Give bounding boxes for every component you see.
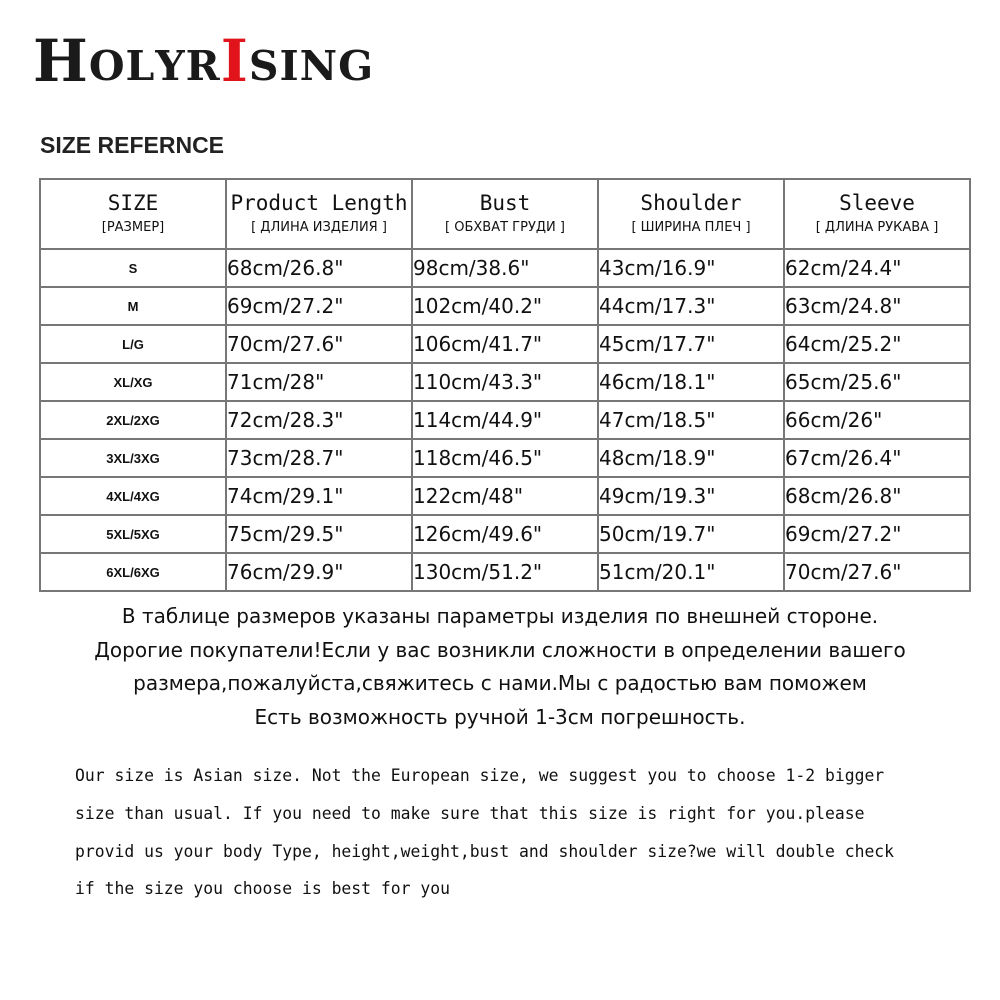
measurement-cell-product-length: 76cm/29.9"	[226, 553, 412, 591]
measurement-cell-shoulder: 45cm/17.7"	[598, 325, 784, 363]
size-table	[39, 178, 971, 592]
measurement-cell-shoulder: 49cm/19.3"	[598, 477, 784, 515]
table-row	[40, 287, 970, 325]
size-table-body	[40, 249, 970, 591]
table-row	[40, 325, 970, 363]
column-header-size	[40, 179, 226, 249]
brand-letter: I	[279, 42, 300, 90]
size-label-cell: M	[40, 287, 226, 325]
size-table-header	[40, 179, 970, 249]
measurement-cell-bust: 110cm/43.3"	[412, 363, 598, 401]
measurement-cell-shoulder: 48cm/18.9"	[598, 439, 784, 477]
brand-letter: G	[338, 42, 375, 90]
english-note	[75, 757, 985, 908]
measurement-cell-product-length: 74cm/29.1"	[226, 477, 412, 515]
english-note-line: if the size you choose is best for you	[75, 879, 450, 899]
brand-letter: H	[33, 27, 89, 95]
measurement-cell-bust: 130cm/51.2"	[412, 553, 598, 591]
column-title: Bust	[479, 191, 531, 215]
measurement-cell-bust: 126cm/49.6"	[412, 515, 598, 553]
russian-note-line: Дорогие покупатели!Если у вас возникли сложности в определении вашего	[94, 637, 906, 662]
measurement-cell-shoulder: 44cm/17.3"	[598, 287, 784, 325]
measurement-cell-product-length: 73cm/28.7"	[226, 439, 412, 477]
measurement-cell-product-length: 68cm/26.8"	[226, 249, 412, 287]
measurement-cell-shoulder: 51cm/20.1"	[598, 553, 784, 591]
measurement-cell-sleeve: 62cm/24.4"	[784, 249, 970, 287]
column-subtitle: [ ДЛИНА ИЗДЕЛИЯ ]	[251, 220, 387, 235]
measurement-cell-product-length: 72cm/28.3"	[226, 401, 412, 439]
english-note-line: size than usual. If you need to make sure that this size is right for you.please	[75, 803, 865, 823]
size-label-cell: 6XL/6XG	[40, 553, 226, 591]
column-subtitle: [РАЗМЕР]	[101, 220, 165, 235]
russian-note-line: Есть возможность ручной 1-3см погрешность.	[254, 704, 746, 729]
table-row	[40, 515, 970, 553]
size-label-cell: 5XL/5XG	[40, 515, 226, 553]
column-title: Product Length	[230, 191, 408, 215]
brand-letter: S	[248, 42, 280, 90]
size-label-cell: 4XL/4XG	[40, 477, 226, 515]
measurement-cell-bust: 114cm/44.9"	[412, 401, 598, 439]
brand-letter: O	[88, 42, 126, 90]
column-header-product-length	[226, 179, 412, 249]
russian-note	[0, 600, 1000, 734]
measurement-cell-sleeve: 69cm/27.2"	[784, 515, 970, 553]
column-title: Sleeve	[839, 191, 915, 215]
measurement-cell-sleeve: 70cm/27.6"	[784, 553, 970, 591]
column-header-sleeve	[784, 179, 970, 249]
column-subtitle: [ ОБХВАТ ГРУДИ ]	[445, 220, 565, 235]
table-row	[40, 553, 970, 591]
measurement-cell-bust: 106cm/41.7"	[412, 325, 598, 363]
measurement-cell-bust: 98cm/38.6"	[412, 249, 598, 287]
measurement-cell-bust: 118cm/46.5"	[412, 439, 598, 477]
header-row	[40, 179, 970, 249]
size-label-cell: 3XL/3XG	[40, 439, 226, 477]
section-title: SIZE REFERNCE	[40, 132, 225, 158]
measurement-cell-shoulder: 50cm/19.7"	[598, 515, 784, 553]
brand-letter: Y	[155, 42, 186, 90]
measurement-cell-sleeve: 66cm/26"	[784, 401, 970, 439]
table-row	[40, 401, 970, 439]
measurement-cell-product-length: 71cm/28"	[226, 363, 412, 401]
measurement-cell-sleeve: 67cm/26.4"	[784, 439, 970, 477]
measurement-cell-bust: 102cm/40.2"	[412, 287, 598, 325]
brand-letter: N	[299, 42, 339, 90]
russian-note-line: В таблице размеров указаны параметры изделия по внешней стороне.	[121, 604, 879, 628]
size-label-cell: S	[40, 249, 226, 287]
measurement-cell-shoulder: 47cm/18.5"	[598, 401, 784, 439]
measurement-cell-shoulder: 43cm/16.9"	[598, 249, 784, 287]
measurement-cell-product-length: 69cm/27.2"	[226, 287, 412, 325]
measurement-cell-sleeve: 65cm/25.6"	[784, 363, 970, 401]
measurement-cell-product-length: 75cm/29.5"	[226, 515, 412, 553]
brand-logo	[33, 27, 375, 95]
table-row	[40, 363, 970, 401]
column-subtitle: [ ДЛИНА РУКАВА ]	[815, 220, 939, 235]
measurement-cell-sleeve: 64cm/25.2"	[784, 325, 970, 363]
measurement-cell-sleeve: 63cm/24.8"	[784, 287, 970, 325]
column-title: Shoulder	[640, 191, 742, 215]
english-note-line: Our size is Asian size. Not the European size, we suggest you to choose 1-2 bigger	[75, 766, 885, 785]
column-header-shoulder	[598, 179, 784, 249]
english-note-line: provid us your body Type, height,weight,bust and shoulder size?we will double check	[75, 841, 895, 861]
table-row	[40, 439, 970, 477]
brand-letter: R	[185, 42, 221, 90]
size-label-cell: XL/XG	[40, 363, 226, 401]
table-row	[40, 477, 970, 515]
brand-letter: I	[220, 27, 249, 95]
measurement-cell-bust: 122cm/48"	[412, 477, 598, 515]
size-label-cell: 2XL/2XG	[40, 401, 226, 439]
table-row	[40, 249, 970, 287]
size-label-cell: L/G	[40, 325, 226, 363]
measurement-cell-shoulder: 46cm/18.1"	[598, 363, 784, 401]
brand-letter: L	[125, 42, 156, 90]
measurement-cell-sleeve: 68cm/26.8"	[784, 477, 970, 515]
measurement-cell-product-length: 70cm/27.6"	[226, 325, 412, 363]
russian-note-line: размера,пожалуйста,свяжитесь с нами.Мы с радостью вам поможем	[133, 671, 867, 695]
column-subtitle: [ ШИРИНА ПЛЕЧ ]	[631, 220, 751, 235]
column-title: SIZE	[107, 191, 159, 215]
column-header-bust	[412, 179, 598, 249]
